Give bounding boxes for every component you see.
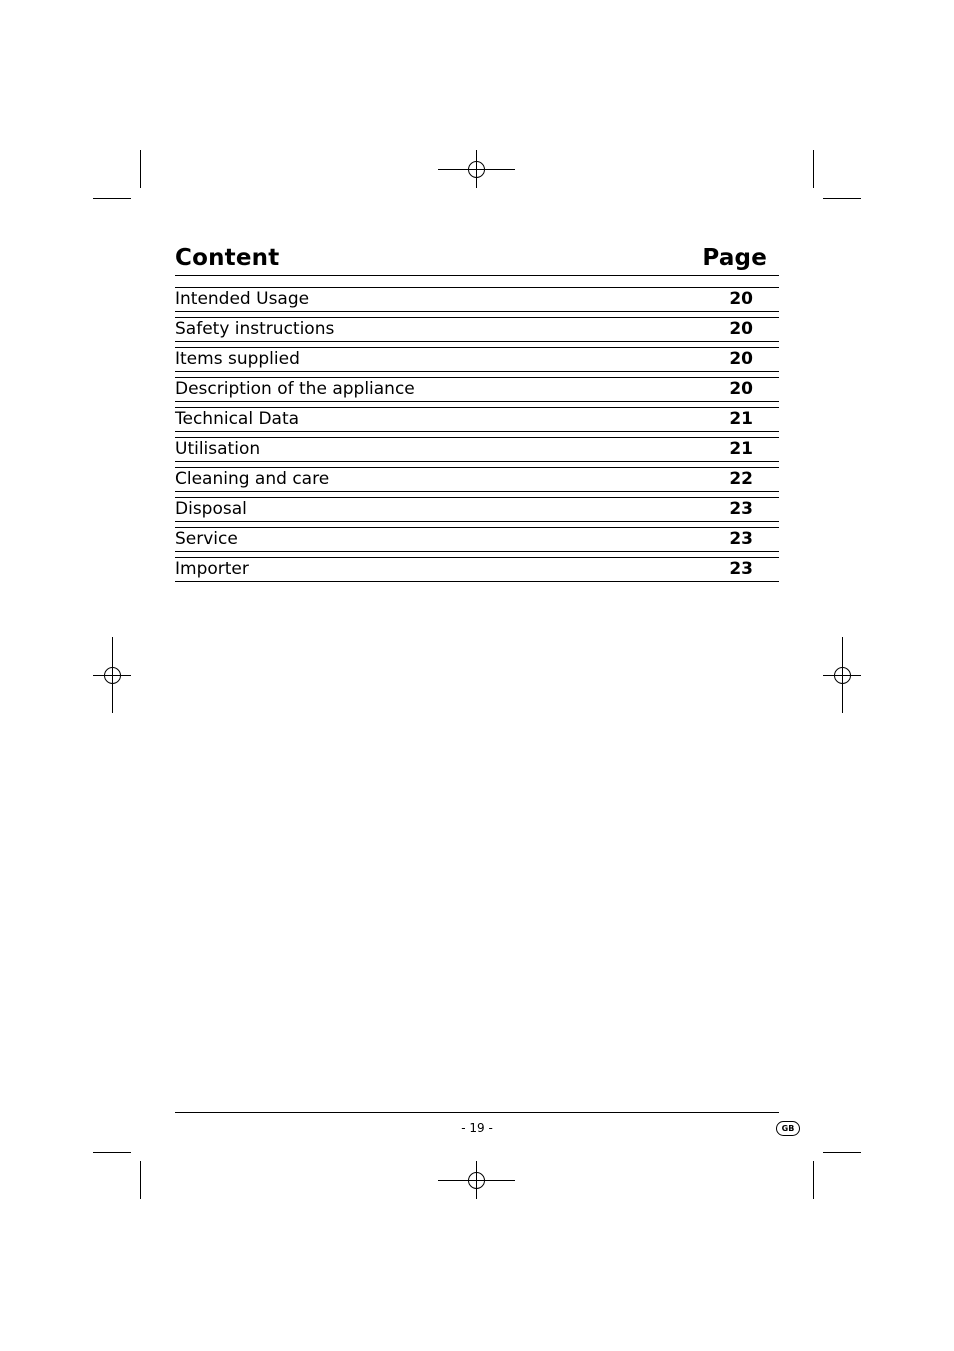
toc-row	[175, 527, 779, 552]
toc-entry-title: Service	[175, 529, 238, 549]
toc-row	[175, 317, 779, 342]
crop-mark-bottom-right-vertical	[813, 1161, 814, 1199]
crop-mark-top-left-vertical	[140, 150, 141, 188]
toc-entry-title: Description of the appliance	[175, 379, 415, 399]
toc-entry-page: 23	[729, 559, 753, 579]
registration-mark-right-icon	[823, 637, 861, 713]
toc-entry-page: 23	[729, 499, 753, 519]
toc-row	[175, 467, 779, 492]
toc-heading-content: Content	[175, 245, 280, 271]
crop-mark-top-right-horizontal	[823, 198, 861, 199]
toc-row	[175, 497, 779, 522]
toc-row	[175, 407, 779, 432]
crop-mark-top-right-vertical	[813, 150, 814, 188]
toc-entry-page: 22	[729, 469, 753, 489]
toc-row	[175, 287, 779, 312]
page-number: - 19 -	[461, 1121, 493, 1135]
registration-mark-bottom-icon	[438, 1161, 515, 1199]
toc-row	[175, 347, 779, 372]
registration-mark-left-icon	[93, 637, 131, 713]
footer-divider	[175, 1112, 779, 1113]
toc-entry-title: Items supplied	[175, 349, 300, 369]
toc-entry-page: 21	[729, 439, 753, 459]
crop-mark-top-left-horizontal	[93, 198, 131, 199]
toc-entry-page: 20	[729, 379, 753, 399]
toc-entry-title: Technical Data	[175, 409, 300, 429]
toc-row	[175, 377, 779, 402]
toc-entry-page: 20	[729, 319, 753, 339]
toc-entry-title: Intended Usage	[175, 289, 310, 309]
toc-entry-title: Utilisation	[175, 439, 261, 459]
toc-entry-page: 20	[729, 349, 753, 369]
toc-header	[175, 244, 779, 276]
toc-list	[175, 287, 779, 587]
toc-entry-page: 23	[729, 529, 753, 549]
toc-row	[175, 557, 779, 582]
toc-entry-title: Safety instructions	[175, 319, 335, 339]
crop-mark-bottom-left-vertical	[140, 1161, 141, 1199]
crop-mark-bottom-right-horizontal	[823, 1152, 861, 1153]
toc-entry-page: 21	[729, 409, 753, 429]
toc-entry-title: Cleaning and care	[175, 469, 330, 489]
registration-mark-top-icon	[438, 150, 515, 188]
toc-heading-page: Page	[702, 245, 767, 271]
toc-entry-title: Disposal	[175, 499, 247, 519]
toc-entry-title: Importer	[175, 559, 249, 579]
toc-entry-page: 20	[729, 289, 753, 309]
crop-mark-bottom-left-horizontal	[93, 1152, 131, 1153]
toc-row	[175, 437, 779, 462]
language-badge: GB	[776, 1121, 800, 1136]
